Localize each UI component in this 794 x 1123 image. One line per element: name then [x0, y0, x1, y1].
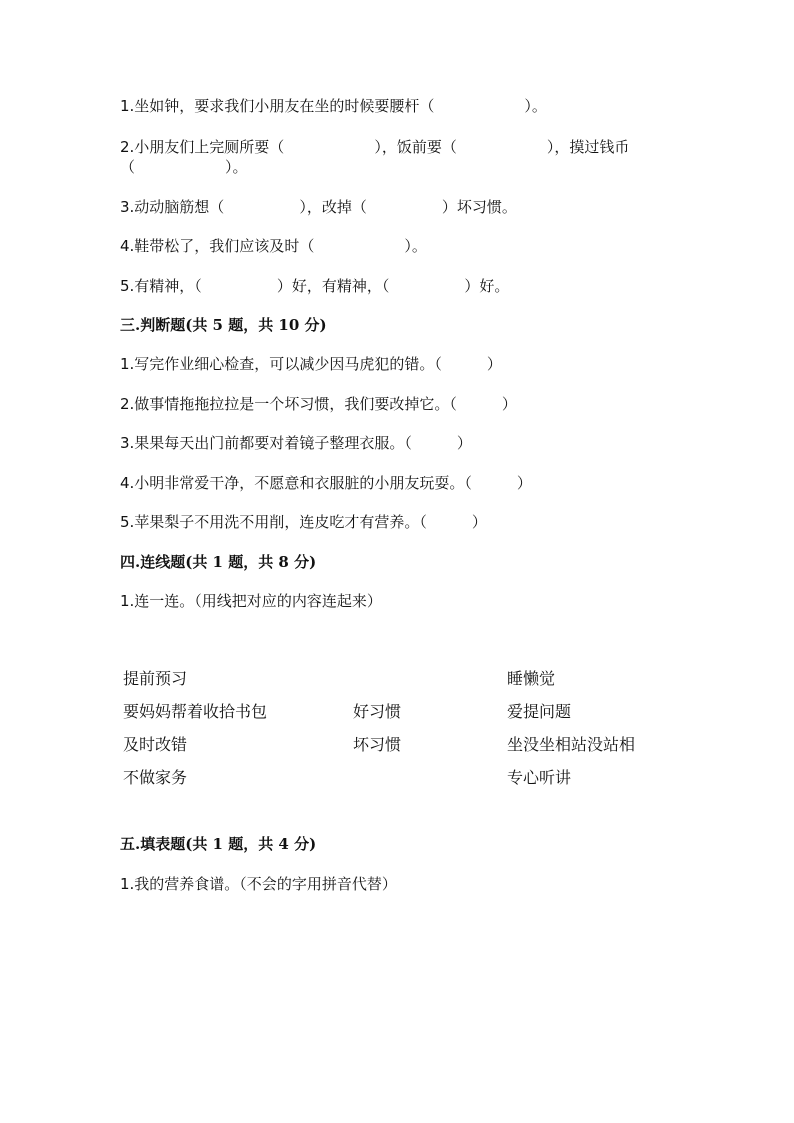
fill-item-4: 4.鞋带松了，我们应该及时（ ）。: [120, 237, 427, 255]
judge-item-3: 3.果果每天出门前都要对着镜子整理衣服。（ ）: [120, 434, 472, 452]
fill-item-3: 3.动动脑筋想（ ），改掉（ ）坏习惯。: [120, 198, 517, 216]
judge-item-1: 1.写完作业细心检查，可以减少因马虎犯的错。（ ）: [120, 355, 502, 373]
fill-item-2: 2.小朋友们上完厕所要（ ），饭前要（ ），摸过钱币: [120, 138, 630, 156]
fill-item-5: 5.有精神，（ ）好，有精神，（ ）好。: [120, 277, 510, 295]
match-right-item[interactable]: 爱提问题: [507, 702, 572, 721]
judge-item-4: 4.小明非常爱干净，不愿意和衣服脏的小朋友玩耍。（ ）: [120, 474, 532, 492]
match-left-item[interactable]: 及时改错: [123, 735, 188, 754]
match-question: 1.连一连。（用线把对应的内容连起来）: [120, 592, 382, 610]
fill-item-2-cont: （ ）。: [120, 158, 248, 176]
judge-item-5: 5.苹果梨子不用洗不用削，连皮吃才有营养。（ ）: [120, 513, 487, 531]
match-left-item[interactable]: 要妈妈帮着收拾书包: [123, 702, 268, 721]
match-left-item[interactable]: 提前预习: [123, 669, 188, 688]
match-middle-item[interactable]: 好习惯: [353, 702, 402, 721]
fill-item-1: 1.坐如钟，要求我们小朋友在坐的时候要腰杆（ ）。: [120, 97, 547, 115]
judge-section-heading: 三.判断题(共 5 题，共 10 分): [120, 316, 327, 334]
match-right-item[interactable]: 专心听讲: [507, 768, 572, 787]
match-right-item[interactable]: 睡懒觉: [507, 669, 556, 688]
match-left-item[interactable]: 不做家务: [123, 768, 188, 787]
match-section-heading: 四.连线题(共 1 题，共 8 分): [120, 553, 317, 571]
match-middle-item[interactable]: 坏习惯: [353, 735, 402, 754]
judge-item-2: 2.做事情拖拖拉拉是一个坏习惯，我们要改掉它。（ ）: [120, 395, 517, 413]
table-section-heading: 五.填表题(共 1 题，共 4 分): [120, 835, 317, 853]
match-right-item[interactable]: 坐没坐相站没站相: [507, 735, 636, 754]
table-question: 1.我的营养食谱。（不会的字用拼音代替）: [120, 875, 397, 893]
